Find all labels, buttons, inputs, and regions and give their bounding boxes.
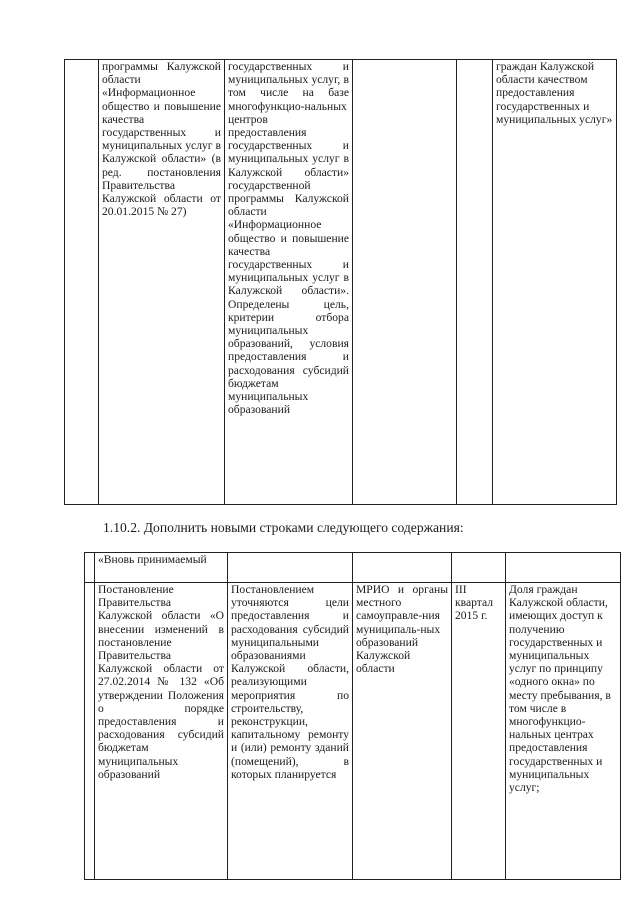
cell-empty	[228, 553, 353, 583]
cell-empty	[353, 553, 452, 583]
cell-empty	[506, 553, 621, 583]
cell-indicator: Доля граждан Калужской области, имеющих доступ к получению государственных и муниципальных услуг по принципу «одного окна» по месту пребывания, в том числе в многофункцио-нальных центрах предоставления государственных и муниципальных услуг;	[506, 583, 621, 880]
cell-period: III квартал 2015 г.	[452, 583, 506, 880]
table-row	[65, 60, 617, 505]
cell-description: государственных и муниципальных услуг, в том числе на базе многофункцио-нальных центров предоставления государственных и муниципальных услуг в Калужской области» государственной программы Калужской области «Информационное общество и повышение качества государственных и муниципальных услуг в Калужской области». Определены цель, критерии отбора муниципальных образований, условия предоставления и расходования субсидий бюджетам муниципальных образований	[225, 60, 353, 505]
table-continuation	[64, 59, 617, 505]
cell-number	[85, 553, 95, 583]
cell-empty	[452, 553, 506, 583]
cell-description: Постановлением уточняются цели предоставления и расходования субсидий муниципальными образованиями Калужской области, реализующими мероприятия по строительству, реконструкции, капитальному ремонту и (или) ремонту зданий (помещений), в которых планируется	[228, 583, 353, 880]
cell-indicator: граждан Калужской области качеством предоставления государственных и муниципальных услуг»	[493, 60, 617, 505]
cell-period	[457, 60, 493, 505]
cell-number	[65, 60, 99, 505]
cell-status: «Вновь принимаемый	[95, 553, 228, 583]
cell-responsible	[353, 60, 457, 505]
table-row	[85, 553, 621, 583]
cell-document-name: Постановление Правительства Калужской области «О внесении изменений в постановление Правительства Калужской области от 27.02.2014 № 132 «Об утверждении Положения о порядке предоставления и расходования субсидий бюджетам муниципальных образований	[95, 583, 228, 880]
cell-document-name: программы Калужской области «Информационное общество и повышение качества государственных и муниципальных услуг в Калужской области» (в ред. постановления Правительства Калужской области от 20.01.2015 № 27)	[99, 60, 225, 505]
table-row	[85, 583, 621, 880]
section-caption: 1.10.2. Дополнить новыми строками следующего содержания:	[103, 520, 464, 535]
table-new-rows	[84, 552, 621, 880]
cell-number	[85, 583, 95, 880]
cell-responsible: МРИО и органы местного самоуправле-ния муниципаль-ных образований Калужской области	[353, 583, 452, 880]
